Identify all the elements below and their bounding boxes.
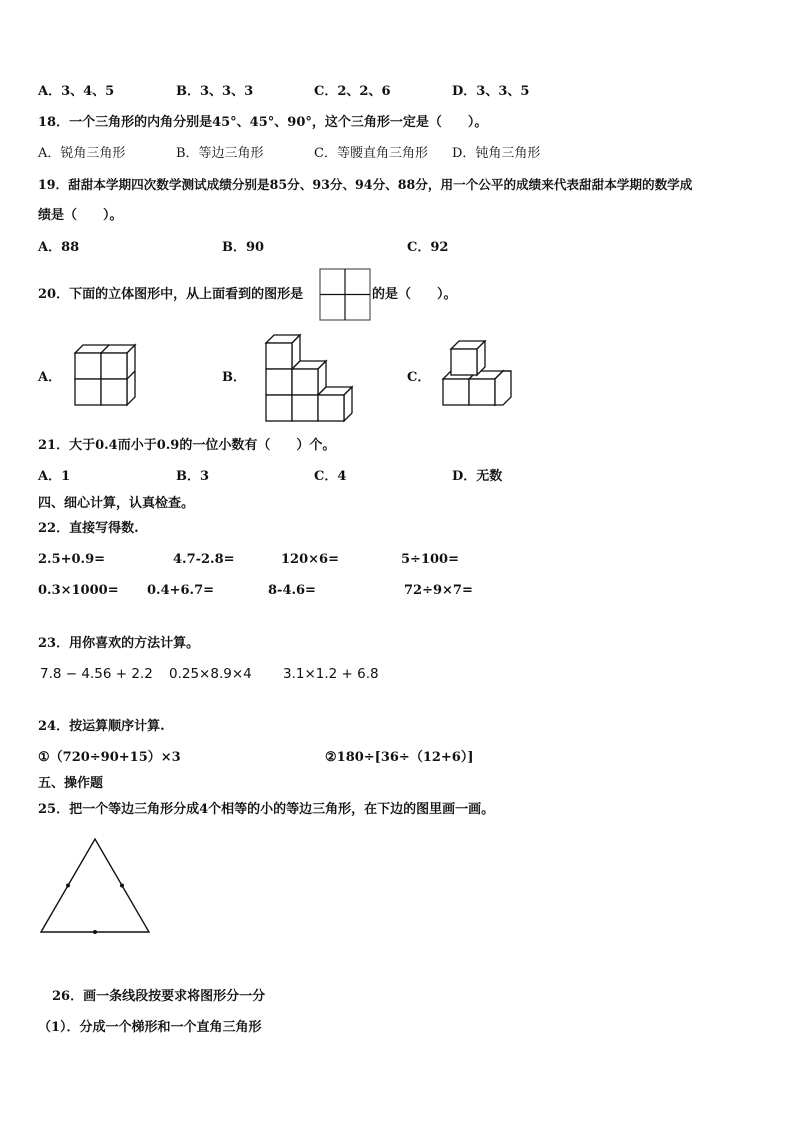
q22-item: 2.5+0.9= (38, 552, 106, 567)
cube-figure-a (72, 340, 138, 408)
q17-option-d: D．3、3、5 (452, 84, 530, 99)
q20-question-before: 20．下面的立体图形中，从上面看到的图形是 (38, 287, 304, 302)
q22-item: 0.4+6.7= (147, 583, 215, 598)
q17-option-a: A．3、4、5 (38, 84, 115, 99)
q24-expression-2: ②180÷[36÷（12+6）] (325, 750, 474, 765)
q21-option-d: D．无数 (452, 469, 503, 484)
q19-option-b: B．90 (222, 240, 265, 255)
q21-option-c: C．4 (314, 469, 347, 484)
q22-item: 0.3×1000= (38, 583, 119, 598)
equilateral-triangle-figure (38, 836, 154, 936)
q19-question-line1: 19．甜甜本学期四次数学测试成绩分别是85分、93分、94分、88分，用一个公平的成绩来代表甜甜本学期的数学成 (38, 177, 693, 192)
q22-item: 8-4.6= (268, 583, 316, 598)
midpoint-left (66, 884, 70, 888)
q23-expression: 0.25×8.9×4 (169, 666, 252, 682)
top-view-figure (319, 268, 371, 321)
q23-question: 23．用你喜欢的方法计算。 (38, 636, 200, 651)
q23-expression: 3.1×1.2 + 6.8 (283, 666, 379, 682)
q17-option-b: B．3、3、3 (176, 84, 254, 99)
cube-figure-c (440, 340, 514, 414)
q20-option-c: C． (407, 370, 431, 385)
q23-expression: 7.8 − 4.56 + 2.2 (40, 666, 153, 682)
q18-option-b: B．等边三角形 (176, 146, 264, 161)
triangle-outline (41, 839, 149, 932)
q24-expression-1: ①（720÷90+15）×3 (38, 750, 181, 765)
q19-option-c: C．92 (407, 240, 449, 255)
q22-item: 4.7-2.8= (173, 552, 235, 567)
q22-item: 5÷100= (401, 552, 459, 567)
q26-question: 26．画一条线段按要求将图形分一分 (52, 989, 266, 1004)
section-4-heading: 四、细心计算，认真检查。 (38, 496, 195, 511)
q17-option-c: C．2、2、6 (314, 84, 391, 99)
cube-stack-b (266, 335, 352, 421)
q18-option-c: C．等腰直角三角形 (314, 146, 428, 161)
midpoint-right (120, 884, 124, 888)
q20-question-after: 的是（ ）。 (372, 287, 457, 302)
q20-option-a: A． (38, 370, 62, 385)
q26-subquestion-1: （1）．分成一个梯形和一个直角三角形 (38, 1020, 262, 1035)
q18-question: 18．一个三角形的内角分别是45°、45°、90°，这个三角形一定是（ ）。 (38, 115, 488, 130)
q22-item: 120×6= (281, 552, 339, 567)
q21-option-b: B．3 (176, 469, 210, 484)
q24-question: 24．按运算顺序计算. (38, 719, 165, 734)
q25-question: 25．把一个等边三角形分成4个相等的小的等边三角形，在下边的图里画一画。 (38, 802, 495, 817)
q20-option-b: B． (222, 370, 246, 385)
midpoint-bottom (93, 930, 97, 934)
q21-option-a: A．1 (38, 469, 71, 484)
cube-stack-a (75, 345, 135, 405)
section-5-heading: 五、操作题 (38, 776, 104, 791)
q18-option-a: A．锐角三角形 (38, 146, 126, 161)
q18-option-d: D．钝角三角形 (452, 146, 541, 161)
q22-item: 72÷9×7= (404, 583, 473, 598)
cube-stack-c (443, 341, 511, 405)
q19-option-a: A．88 (38, 240, 80, 255)
q22-question: 22．直接写得数. (38, 521, 139, 536)
cube-figure-b (263, 330, 355, 424)
q21-question: 21．大于0.4而小于0.9的一位小数有（ ）个。 (38, 438, 336, 453)
q19-question-line2: 绩是（ ）。 (38, 208, 123, 223)
